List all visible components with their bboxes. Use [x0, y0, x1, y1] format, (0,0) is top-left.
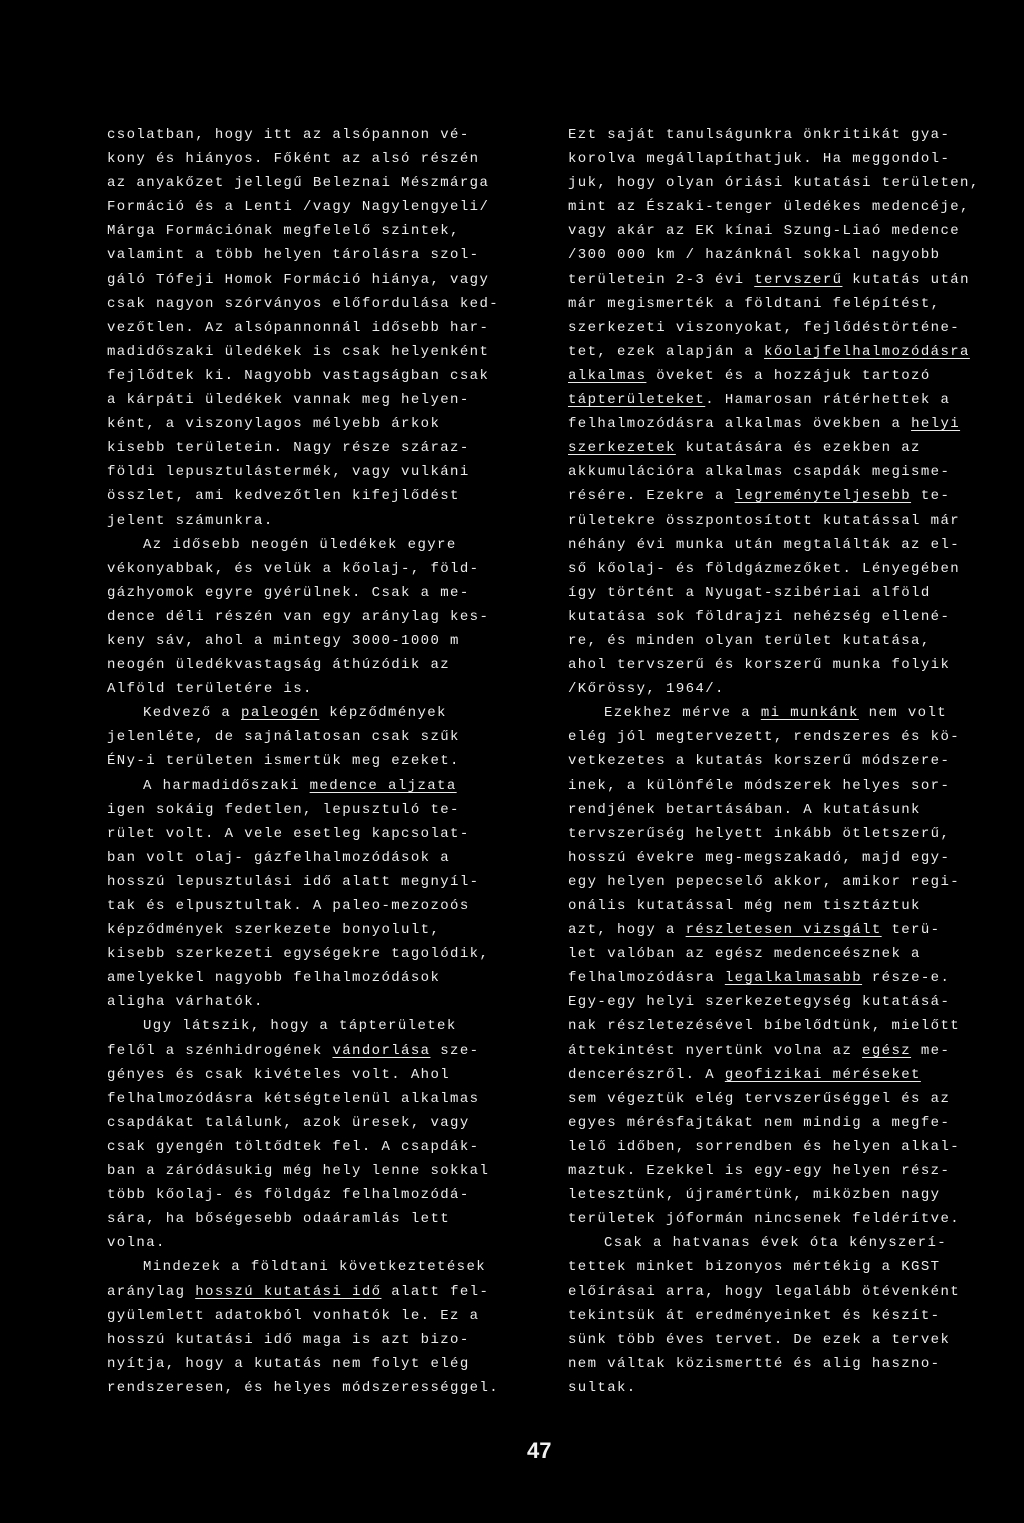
- text-line: sultak.: [568, 1379, 637, 1396]
- underlined-text: paleogén: [241, 705, 320, 722]
- text-line: földi lepusztulástermék, vagy vulkáni: [107, 464, 470, 481]
- text-line: sára, ha bőségesebb odaáramlás lett: [107, 1211, 451, 1228]
- text-segment: résére. Ezekre a: [568, 488, 735, 505]
- text-line: csapdákat találunk, azok üresek, vagy: [107, 1114, 470, 1131]
- text-segment: felhalmozódásra alkalmas övekben a: [568, 416, 912, 433]
- text-line: [568, 918, 1013, 942]
- text-line: területek jóformán nincsenek feldérítve.: [568, 1211, 961, 1228]
- underlined-text: mi munkánk: [760, 705, 859, 722]
- text-line: csolatban, hogy itt az alsópannon vé-: [107, 127, 470, 143]
- text-line: /Kőrössy, 1964/.: [568, 681, 725, 698]
- text-line: gáló Tófeji Homok Formáció hiánya, vagy: [107, 271, 490, 288]
- text-line: ahol tervszerű és korszerű munka folyik: [568, 657, 951, 674]
- text-line: így történt a Nyugat-szibériai alföld: [568, 584, 931, 601]
- text-line: juk, hogy olyan óriási kutatási területen,: [568, 175, 980, 192]
- text-line: jelent számunkra.: [107, 512, 274, 529]
- text-line: rendjének betartásában. A kutatásunk: [568, 801, 921, 818]
- text-line: /300 000 km / hazánknál sokkal nagyobb: [568, 247, 941, 264]
- text-line: Csak a hatvanas évek óta kényszerí-: [604, 1235, 948, 1252]
- underlined-text: egész: [862, 1042, 912, 1059]
- underlined-text: tápterületeket: [568, 392, 706, 409]
- text-segment: területein 2-3 évi: [568, 271, 755, 288]
- text-line: tervszerűség helyett inkább ötletszerű,: [568, 825, 951, 842]
- paragraph: [107, 1255, 547, 1400]
- text-line: egyes mérésfajtákat nem mindig a megfe-: [568, 1114, 951, 1131]
- text-line: tettek minket bizonyos mértékig a KGST: [568, 1259, 941, 1276]
- text-line: [568, 1063, 1013, 1087]
- text-line: [568, 268, 1013, 292]
- text-segment: áttekintést nyertünk volna az: [568, 1042, 863, 1059]
- left-text-column: [107, 123, 547, 1400]
- text-line: kony és hiányos. Főként az alsó részén: [107, 151, 480, 168]
- text-line: volna.: [107, 1235, 166, 1252]
- text-line: [568, 364, 1013, 388]
- text-line: vékonyabbak, és velük a kőolaj-, föld-: [107, 560, 480, 577]
- page-number: 47: [527, 1438, 552, 1463]
- text-line: már megismerték a földtani felépítést,: [568, 295, 941, 312]
- text-line: madidőszaki üledékek is csak helyenként: [107, 343, 490, 360]
- text-segment: A harmadidőszaki: [143, 777, 310, 794]
- text-line: rületekre összpontosított kutatással már: [568, 512, 961, 529]
- text-line: keny sáv, ahol a mintegy 3000-1000 m: [107, 632, 460, 649]
- text-line: Ugy látszik, hogy a tápterületek: [143, 1018, 457, 1035]
- text-line: amelyekkel nagyobb felhalmozódások: [107, 970, 441, 987]
- text-line: összlet, ami kedvezőtlen kifejlődést: [107, 488, 460, 505]
- text-segment: Ezekhez mérve a: [604, 705, 761, 722]
- text-line: [568, 340, 1013, 364]
- text-line: a kárpáti üledékek vannak meg helyen-: [107, 392, 470, 409]
- text-line: igen sokáig fedetlen, lepusztuló te-: [107, 801, 460, 818]
- text-line: hosszú kutatási idő maga is azt bizo-: [107, 1331, 470, 1348]
- underlined-text: legalkalmasabb: [724, 970, 863, 987]
- text-line: csak nagyon szórványos előfordulása ked-: [107, 295, 500, 312]
- underlined-text: kőolajfelhalmozódásra: [764, 343, 970, 360]
- text-line: [568, 436, 1013, 460]
- paragraph: [568, 701, 1013, 1231]
- text-line: Az idősebb neogén üledékek egyre: [143, 536, 457, 553]
- text-line: letesztünk, újramértünk, miközben nagy: [568, 1187, 941, 1204]
- text-line: néhány évi munka után megtalálták az el-: [568, 536, 961, 553]
- text-line: [568, 484, 1013, 508]
- text-line: let valóban az egész medenceésznek a: [568, 946, 921, 963]
- text-line: maztuk. Ezekkel is egy-egy helyen rész-: [568, 1163, 951, 1180]
- text-line: valamint a több helyen tárolásra szol-: [107, 247, 480, 264]
- text-line: kisebb szerkezeti egységekre tagolódik,: [107, 946, 490, 963]
- text-segment: sze-: [430, 1042, 480, 1059]
- text-line: vezőtlen. Az alsópannonnál idősebb har-: [107, 319, 490, 336]
- text-line: Márga Formációnak megfelelő szintek,: [107, 223, 460, 240]
- paragraph: [568, 1231, 1013, 1400]
- text-segment: része-e.: [862, 970, 951, 987]
- text-line: tak és elpusztultak. A paleo-mezozoós: [107, 898, 470, 914]
- text-segment: alatt fel-: [381, 1283, 490, 1300]
- underlined-text: medence aljzata: [309, 777, 457, 794]
- text-segment: azt, hogy a: [568, 922, 686, 939]
- text-line: korolva megállapíthatjuk. Ha meggondol-: [568, 151, 951, 168]
- paragraph: [568, 123, 1013, 701]
- text-line: képződmények szerkezete bonyolult,: [107, 922, 441, 939]
- text-line: ként, a viszonylagos mélyebb árkok: [107, 416, 441, 433]
- text-line: Mindezek a földtani következtetések: [143, 1259, 487, 1276]
- underlined-text: geofizikai méréseket: [724, 1066, 921, 1083]
- text-line: felhalmozódásra kétségtelenül alkalmas: [107, 1090, 480, 1107]
- paragraph: [107, 1014, 547, 1255]
- text-line: [107, 1039, 547, 1063]
- text-line: rület volt. A vele esetleg kapcsolat-: [107, 825, 470, 842]
- underlined-text: részletesen vizsgált: [685, 922, 882, 939]
- underlined-text: vándorlása: [332, 1042, 431, 1059]
- text-line: ban a záródásukig még hely lenne sokkal: [107, 1163, 490, 1180]
- text-line: Formáció és a Lenti /vagy Nagylengyeli/: [107, 199, 490, 216]
- text-line: szerkezeti viszonyokat, fejlődéstörténe-: [568, 319, 961, 336]
- text-segment: kutatás után: [842, 271, 970, 288]
- text-line: akkumulációra alkalmas csapdák megisme-: [568, 464, 951, 481]
- underlined-text: legreményteljesebb: [734, 488, 912, 505]
- right-text-column: [568, 123, 1013, 1400]
- text-line: egy helyen pepecselő akkor, amikor regi-: [568, 873, 961, 890]
- text-line: Ezt saját tanulságunkra önkritikát gya-: [568, 127, 951, 143]
- text-line: kisebb területein. Nagy része száraz-: [107, 440, 470, 457]
- text-line: gényes és csak kivételes volt. Ahol: [107, 1066, 451, 1083]
- paragraph: [107, 123, 547, 533]
- text-line: nem váltak közismertté és alig haszno-: [568, 1355, 941, 1372]
- underlined-text: helyi: [911, 416, 961, 433]
- text-segment: me-: [911, 1042, 951, 1059]
- text-segment: felhalmozódásra: [568, 970, 725, 987]
- text-segment: nem volt: [858, 705, 948, 722]
- text-line: Egy-egy helyi szerkezetegység kutatásá-: [568, 994, 951, 1011]
- text-line: aligha várhatók.: [107, 994, 264, 1011]
- text-line: dence déli részén van egy aránylag kes-: [107, 608, 490, 625]
- paragraph: [107, 533, 547, 702]
- underlined-text: hosszú kutatási idő: [195, 1283, 382, 1300]
- text-segment: te-: [911, 488, 951, 505]
- text-line: rendszeresen, és helyes módszerességgel.: [107, 1379, 500, 1396]
- text-line: csak gyengén töltődtek fel. A csapdák-: [107, 1138, 480, 1155]
- text-segment: . Hamarosan rátérhettek a: [705, 392, 951, 409]
- text-line: tekintsük át eredményeinket és készít-: [568, 1307, 941, 1324]
- underlined-text: alkalmas: [568, 367, 647, 384]
- text-line: nak részletezésével bíbelődtünk, mielőtt: [568, 1018, 961, 1035]
- text-line: [568, 701, 1013, 725]
- text-segment: felől a szénhidrogének: [107, 1042, 333, 1059]
- text-line: mint az Északi-tenger üledékes medencéje,: [568, 199, 970, 216]
- text-line: sünk több éves tervet. De ezek a tervek: [568, 1331, 951, 1348]
- text-segment: Kedvező a: [143, 705, 242, 722]
- text-line: hosszú évekre meg-megszakadó, majd egy-: [568, 849, 951, 866]
- text-line: jelenléte, de sajnálatosan csak szűk: [107, 729, 460, 746]
- text-line: nyítja, hogy a kutatás nem folyt elég: [107, 1355, 470, 1372]
- text-line: ban volt olaj- gázfelhalmozódások a: [107, 849, 451, 866]
- text-line: [107, 1280, 547, 1304]
- text-line: az anyakőzet jellegű Beleznai Mészmárga: [107, 175, 490, 192]
- underlined-text: tervszerű: [754, 271, 843, 288]
- text-line: Alföld területére is.: [107, 681, 313, 698]
- text-line: gázhyomok egyre gyérülnek. Csak a me-: [107, 584, 470, 601]
- text-segment: dencerészről. A: [568, 1066, 725, 1083]
- text-line: [107, 774, 547, 798]
- text-line: kutatása sok földrajzi nehézség ellené-: [568, 608, 951, 625]
- text-line: re, és minden olyan terület kutatása,: [568, 632, 931, 649]
- paragraph: [107, 701, 547, 773]
- text-line: [107, 701, 547, 725]
- text-line: vagy akár az EK kínai Szung-Liaó medence: [568, 223, 961, 240]
- text-line: elég jól megtervezett, rendszeres és kö-: [568, 729, 961, 746]
- text-line: [568, 966, 1013, 990]
- text-segment: aránylag: [107, 1283, 196, 1300]
- text-line: inek, a különféle módszerek helyes sor-: [568, 777, 951, 794]
- text-line: lelő időben, sorrendben és helyen alkal-: [568, 1138, 961, 1155]
- text-line: onális kutatással még nem tisztáztuk: [568, 898, 921, 914]
- underlined-text: szerkezetek: [568, 440, 676, 457]
- text-segment: terü-: [881, 922, 941, 939]
- text-segment: kutatására és ezekben az: [675, 440, 921, 457]
- text-line: [568, 412, 1013, 436]
- text-line: előírásai arra, hogy legalább ötévenként: [568, 1283, 961, 1300]
- text-line: [568, 388, 1013, 412]
- text-line: hosszú lepusztulási idő alatt megnyíl-: [107, 873, 480, 890]
- text-line: ső kőolaj- és földgázmezőket. Lényegében: [568, 560, 961, 577]
- paragraph: [107, 774, 547, 1015]
- text-line: vetkezetes a kutatás korszerű módszere-: [568, 753, 951, 770]
- text-segment: képződmények: [319, 705, 447, 722]
- text-line: [568, 1039, 1013, 1063]
- text-segment: öveket és a hozzájuk tartozó: [646, 367, 931, 384]
- text-line: sem végeztük elég tervszerűséggel és az: [568, 1090, 951, 1107]
- text-line: fejlődtek ki. Nagyobb vastagságban csak: [107, 367, 490, 384]
- text-line: gyülemlett adatokból vonhatók le. Ez a: [107, 1307, 480, 1324]
- text-segment: tet, ezek alapján a: [568, 343, 765, 360]
- text-line: neogén üledékvastagság áthúzódik az: [107, 657, 451, 674]
- text-line: több kőolaj- és földgáz felhalmozódá-: [107, 1187, 470, 1204]
- text-line: ÉNy-i területen ismertük meg ezeket.: [107, 753, 460, 770]
